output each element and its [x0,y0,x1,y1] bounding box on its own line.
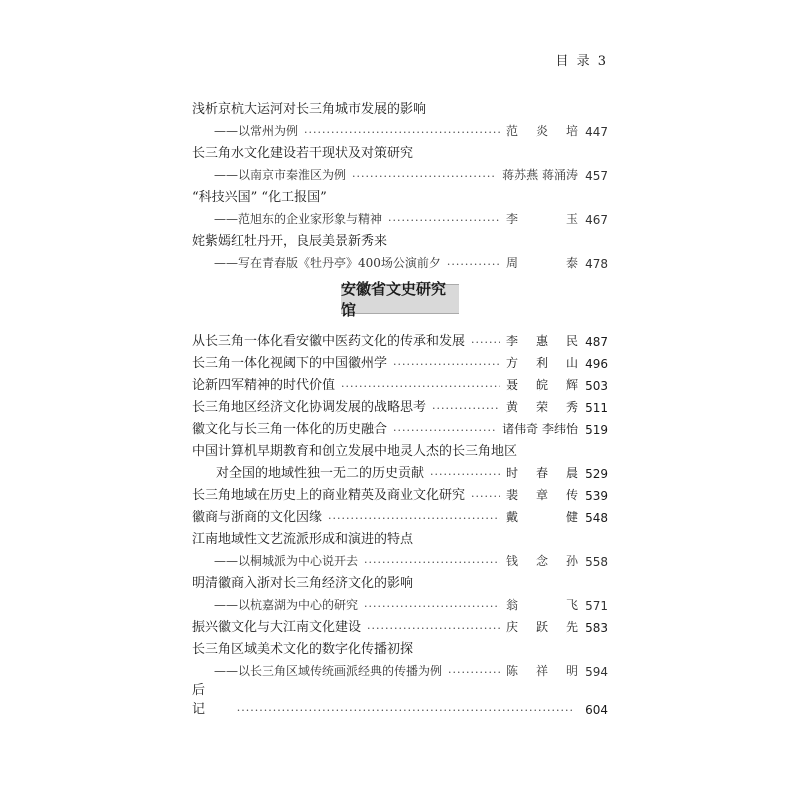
entry-subtitle: ——以南京市秦淮区为例 [214,168,347,182]
entry-subtitle: ——以桐城派为中心说开去 [214,554,359,568]
entry-author: 时春晨 [506,466,578,480]
section-heading: 安徽省文史研究馆 [341,284,459,314]
dot-leader [471,336,500,349]
toc-row[interactable] [192,415,608,437]
entry-author: 周 泰 [506,256,578,270]
entry-title: 长三角地区经济文化协调发展的战略思考 [192,400,427,415]
toc-row[interactable] [192,371,608,393]
entry-subtitle: ——以长三角区域传统画派经典的传播为例 [214,664,443,678]
entry-title: 徽商与浙商的文化因缘 [192,510,323,525]
dot-leader [341,380,500,393]
entry-author: 钱念孙 [506,554,578,568]
page-number: 519 [585,423,608,437]
entry-title: “科技兴国” “化工报国” [192,190,327,205]
entry-title-continued: 对全国的地域性独一无二的历史贡献 [216,466,425,481]
toc-row[interactable] [192,249,608,271]
page-number: 496 [585,357,608,371]
toc-row[interactable] [192,327,608,349]
entry-author: 诸伟奇 李纬怡 [502,422,578,436]
toc-row[interactable] [192,161,608,183]
page-number: 447 [585,125,608,139]
entry-author: 戴 健 [506,510,578,524]
dot-leader [328,512,500,525]
toc-entry-title[interactable] [192,437,608,459]
toc-entry-title[interactable] [192,227,608,249]
entry-author: 庆跃先 [506,620,578,634]
dot-leader [393,424,496,437]
toc-row[interactable] [192,503,608,525]
page-number: 487 [585,335,608,349]
entry-author: 翁 飞 [506,598,578,612]
entry-title: 明清徽商入浙对长三角经济文化的影响 [192,576,414,591]
toc-entry-title[interactable] [192,183,608,205]
dot-leader [471,490,500,503]
toc-row[interactable] [192,393,608,415]
entry-title: 江南地域性文艺流派形成和演进的特点 [192,532,414,547]
entry-author: 范炎培 [506,124,578,138]
entry-title: 长三角区域美术文化的数字化传播初探 [192,642,414,657]
toc-entry-title[interactable] [192,635,608,657]
afterword-title: 后 记 [192,683,224,717]
toc-row[interactable] [192,117,608,139]
page-number: 594 [585,665,608,679]
toc-row[interactable] [192,657,608,679]
entry-author: 李惠民 [506,334,578,348]
toc-row[interactable] [192,481,608,503]
page-number: 478 [585,257,608,271]
toc-entry-title[interactable] [192,95,608,117]
dot-leader [352,170,496,183]
entry-subtitle: ——以常州为例 [214,124,299,138]
entry-title: 从长三角一体化看安徽中医药文化的传承和发展 [192,334,466,349]
entry-subtitle: ——范旭东的企业家形象与精神 [214,212,383,226]
entry-title: 长三角水文化建设若干现状及对策研究 [192,146,414,161]
toc-row[interactable] [192,547,608,569]
toc-entry-title[interactable] [192,569,608,591]
toc-row[interactable] [192,591,608,613]
dot-leader [448,666,500,679]
toc-group-1 [192,95,608,271]
entry-title: 论新四军精神的时代价值 [192,378,336,393]
dot-leader [304,126,500,139]
page-number: 558 [585,555,608,569]
page-header: 目 录 3 [555,54,608,69]
page-number: 467 [585,213,608,227]
dot-leader [430,468,500,481]
toc-entry-title[interactable] [192,139,608,161]
page-number: 571 [585,599,608,613]
page-number: 604 [585,703,608,717]
toc-group-2 [192,327,608,679]
page-number: 529 [585,467,608,481]
dot-leader [447,258,500,271]
dot-leader [388,214,500,227]
dot-leader [367,622,500,635]
entry-title: 长三角地域在历史上的商业精英及商业文化研究 [192,488,466,503]
table-of-contents [192,95,608,717]
page-number: 457 [585,169,608,183]
entry-title: 振兴徽文化与大江南文化建设 [192,620,362,635]
entry-author: 裴章传 [506,488,578,502]
entry-author: 李 玉 [506,212,578,226]
entry-subtitle: ——写在青春版《牡丹亭》400场公演前夕 [214,256,441,270]
dot-leader [432,402,500,415]
entry-title: 浅析京杭大运河对长三角城市发展的影响 [192,102,427,117]
toc-row[interactable] [192,613,608,635]
entry-author: 聂皖辉 [506,378,578,392]
dot-leader [364,600,500,613]
toc-row[interactable] [192,205,608,227]
entry-author: 方利山 [506,356,578,370]
dot-leader [237,704,572,717]
toc-entry-title[interactable] [192,525,608,547]
entry-title: 姹紫嫣红牡丹开，良辰美景新秀来 [192,234,388,249]
entry-author: 陈祥明 [506,664,578,678]
entry-author: 黄荣秀 [506,400,578,414]
page-number: 583 [585,621,608,635]
page-number: 539 [585,489,608,503]
entry-title: 徽文化与长三角一体化的历史融合 [192,422,388,437]
entry-title: 长三角一体化视阈下的中国徽州学 [192,356,388,371]
dot-leader [364,556,500,569]
entry-author: 蒋苏燕 蒋涌涛 [502,168,578,182]
page-number: 511 [585,401,608,415]
page-number: 548 [585,511,608,525]
entry-subtitle: ——以杭嘉湖为中心的研究 [214,598,359,612]
dot-leader [393,358,500,371]
toc-row[interactable] [192,349,608,371]
toc-row[interactable] [192,459,608,481]
entry-title: 中国计算机早期教育和创立发展中地灵人杰的长三角地区 [192,444,518,459]
page-number: 503 [585,379,608,393]
toc-row-afterword[interactable] [192,683,608,717]
